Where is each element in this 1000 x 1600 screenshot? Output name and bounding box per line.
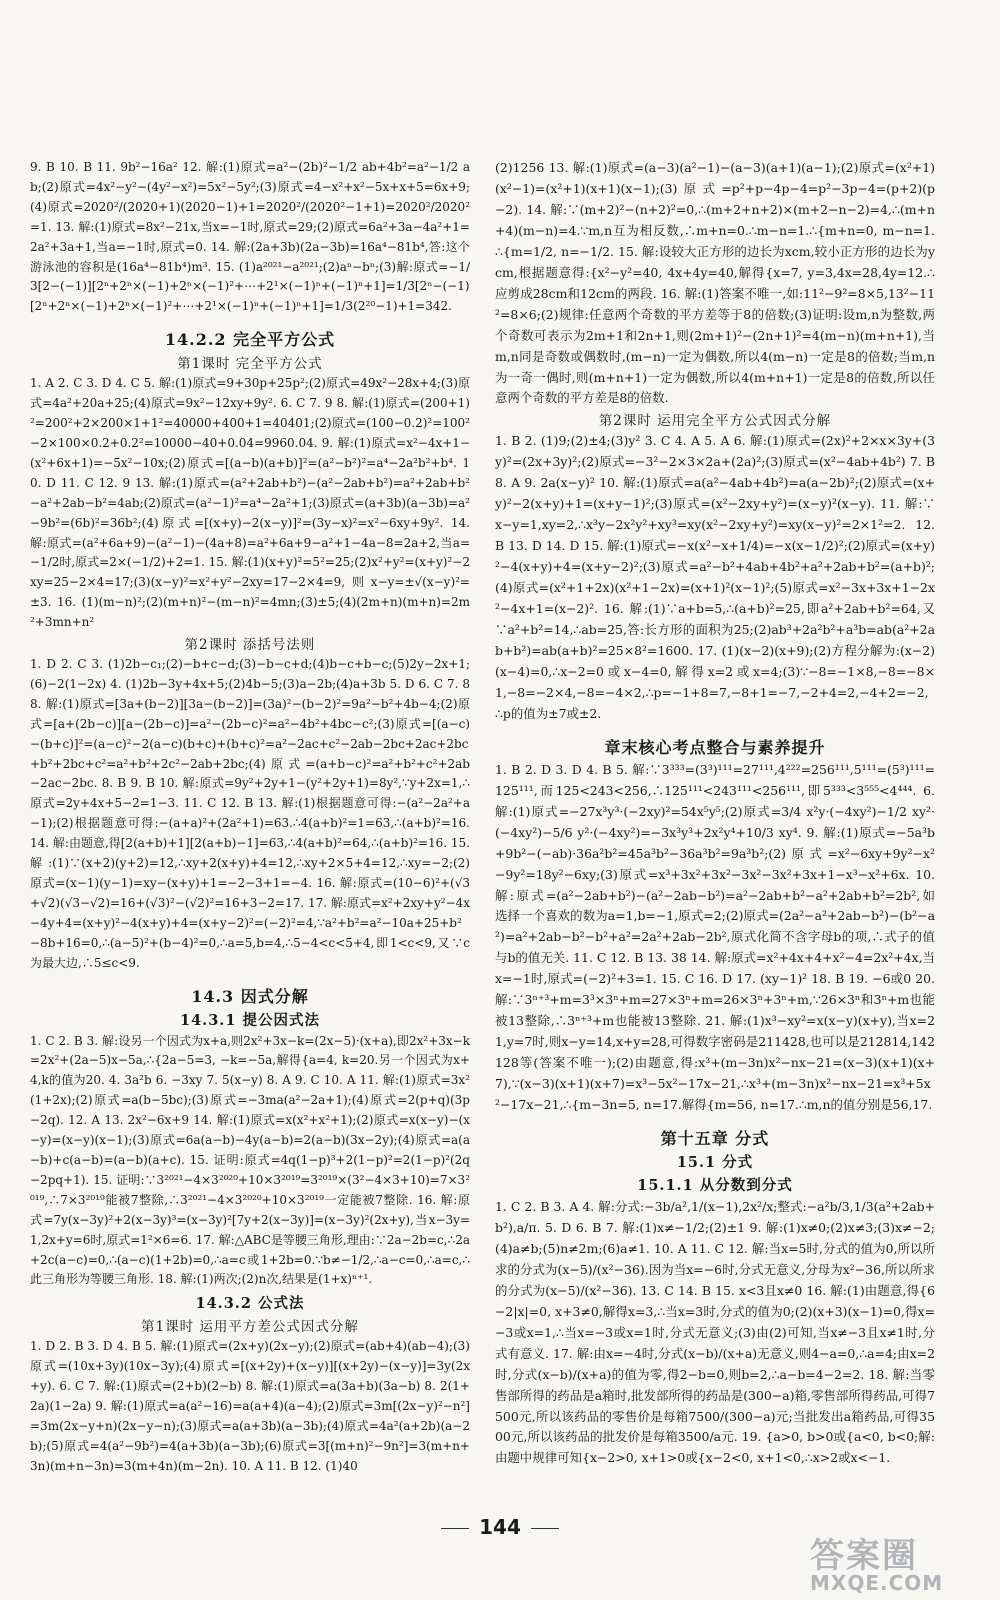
right-answer-block: 1. C 2. B 3. A 4. 解:分式:−3b/a²,1/(x−1),2x²/x;整式:−a²b/3,1/3(a²+2ab+b²),a/π. 5. D 6. B 7. 解:(1)x≠−1/2;(2)±1 9. 解:(1)x≠0;(2)x≠3;(3)x≠−2;(4)a≠b;(5)n≠2m;(6)a≠1. 10. A 11. C 12. 解:当x=5时,分式的值为0,所以所求的分式为(x−5)/(x²−36).因为当x=−6时,分式无意义,分母为x²−36,所以所求的分式为(x−5)/(x²−36). 13. C 14. B 15. x<3且x≠0 16. 解:(1)由题意,得{6−2|x|=0, x+3≠0,解得x=3,∴当x=3时,分式的值为0;(2)(x+3)(x−1)=0,得x=−3或x=1,∴当x=−3或x=1时,分式无意义;(3)由(2)可知,当x≠−3且x≠1时,分式有意义. 17. 解:由x=−4时,分式(x−b)/(x+a)无意义,则4−a=0,∴a=4;由x=2时,分式(x−b)/(x+a)的值为零,得2−b=0,则b=2,∴a−b=4−2=2. 18. 解:当零售部所得的药品是a箱时,批发部所得的药品是(300−a)箱,零售部所得药品,可得7500元,所以该药品的零售价是每箱7500/(300−a)元;当批发出a箱药品,可得3500元,所以该药品的批发价是每箱3500/a元. 19. {a>0, b>0或{a<0, b<0;解:由题中规律可知{x−2>0, x+1>0或{x−2<0, x+1<0,∴x>2或x<−1. bbox=[495, 1198, 935, 1466]
left-answer-block: 1. D 2. C 3. (1)2b−c₁;(2)−b+c−d;(3)−b−c+d;(4)b−c+b−c;(5)2y−2x+1;(6)−2(1−2x) 4. (1)2b−3y+4x+5;(2)4b−5;(3)a−2b;(4)a+3b 5. D 6. C 7. 8 8. 解:(1)原式=[3a+(b−2)][3a−(b−2)]=(3a)²−(b−2)²=9a²−b²+4b−4;(2)原式=[a+(2b−c)][a−(2b−c)]=a²−(2b−c)²=a²−4b²+4bc−c²;(3)原式=[(a−c)−(b+c)]²=(a−c)²−2(a−c)(b+c)+(b+c)²=a²−2ac+c²−2ab−2bc+2ac+2bc+b²+2bc+c²=a²+b²+2c²−2ab+2bc;(4)原式=(a+b−c)²=a²+b²+c²+2ab−2ac−2bc. 8. B 9. B 10. 解:原式=9y²+2y+1−(y²+2y+1)=8y²,∵y+2x=1,∴原式=2y+4x+5−2=1−3. 11. C 12. B 13. 解:(1)根据题意可得:−(a²−2a²+a−1);(2)根据题意可得:−(a+a)²+(2a²+1)=63.∴4(a+b)²=1=63,∴(a+b)²=16. 14. 解:由题意,得[2(a+b)+1][2(a+b)−1]=63,∴4(a+b)²=64,∴(a+b)²=16. 15. 解:(1)∵(x+2)(y+2)=12,∴xy+2(x+y)+4=12,∴xy+2×5+4=12,∴xy=−2;(2)原式=(x−1)(y−1)=xy−(x+y)+1=−2−3+1=−4. 16. 解:原式=(10−6)²+(√3+√2)(√3−√2)=16+(√3)²−(√2)²=16+3−2=17. 17. 解:原式=x²+2xy+y²−4x−4y+4=(x+y)²−4(x+y)+4=(x+y−2)²=(−2)²=4,∵a²+b²=a²−10a+25+b²−8b+16=0,∴(a−5)²+(b−4)²=0,∴a=5,b=4,∴5−4<c<5+4,即1<c<9,又∵c为最大边,∴5≤c<9. bbox=[30, 657, 470, 970]
right-section-heading: 章末核心考点整合与素养提升 bbox=[604, 737, 826, 757]
page-number-text: 144 bbox=[479, 1515, 521, 1539]
left-column bbox=[30, 158, 470, 1477]
watermark-url: MXQE.COM bbox=[810, 1571, 944, 1595]
left-answer-block: 1. A 2. C 3. D 4. C 5. 解:(1)原式=9+30p+25p²;(2)原式=49x²−28x+4;(3)原式=4a²+20a+25;(4)原式=9x²−12xy+9y². 6. C 7. 9 8. 解:(1)原式=(200+1)²=200²+2×200×1+1²=40000+400+1=40401;(2)原式=(100−0.2)²=100²−2×100×0.2+0.2²=10000−40+0.04=9960.04. 9. 解:(1)原式=x²−4x+1−(x²+6x+1)=−5x²−10x;(2)原式=[(a−b)(a+b)]²=(a²−b²)²=a⁴−2a²b²+b⁴. 10. D 11. C 12. 9 13. 解:(1)原式=(a²+2ab+b²)−(a²−2ab+b²)=a²+2ab+b²−a²+2ab−b²=4ab;(2)原式=(a²−1)²=a⁴−2a²+1;(3)原式=(a+3b)(a−3b)=a²−9b²=(6b)²=36b²;(4)原式=[(x+y)−2(x−y)]²=(3y−x)²=x²−6xy+9y². 14. 解:原式=(a²+6a+9)−(a²−1)−(4a+8)=a²+6a+9−a²+1−4a−8=2a+2,当a=−1/2时,原式=2×(−1/2)+2=1. 15. 解:(1)(x+y)²=5²=25;(2)x²+y²=(x+y)²−2xy=25−2×4=17;(3)(x−y)²=x²+y²−2xy=17−2×4=9,则x−y=±√(x−y)²=±3. 16. (1)(m−n)²;(2)(m+n)²−(m−n)²=4mn;(3)±5;(4)(2m+n)(m+n)=2m²+3mn+n² bbox=[30, 376, 470, 630]
right-answer-block: (2)1256 13. 解:(1)原式=(a−3)(a²−1)−(a−3)(a+1)(a−1);(2)原式=(x²+1)(x²−1)=(x²+1)(x+1)(x−1);(3)原式=p²+p−4p−4=p²−3p−4=(p+2)(p−2). 14. 解:∵(m+2)²−(n+2)²=0,∴(m+2+n+2)×(m+2−n−2)=4,∴(m+n+4)(m−n)=4.∵m,n互为相反数,∴m+n=0.∴m−n=1.∴{m+n=0, m−n=1.∴{m=1/2, n=−1/2. 15. 解:设较大正方形的边长为xcm,较小正方形的边长为ycm,根据题意得:{x²−y²=40, 4x+4y=40,解得{x=7, y=3,4x=28,4y=12.∴应剪成28cm和12cm的两段. 16. 解:(1)答案不唯一,如:11²−9²=8×5,13²−11²=8×6;(2)规律:任意两个奇数的平方差等于8的倍数;(3)证明:设m,n为整数,两个奇数可表示为2m+1和2n+1,则(2m+1)²−(2n+1)²=4(m−n)(m+n+1),当m,n同是奇数或偶数时,(m−n)一定为偶数,所以4(m−n)一定是8的倍数;当m,n为一奇一偶时,则(m+n+1)一定为偶数,所以4(m+n+1)一定是8的倍数,所以任意两个奇数的平方差是8的倍数. bbox=[495, 160, 935, 406]
left-answer-block: 9. B 10. B 11. 9b²−16a² 12. 解:(1)原式=a²−(2b)²−1/2 ab+4b²=a²−1/2 ab;(2)原式=4x²−y²−(4y²−x²)=5x²−5y²;(3)原式=4−x²+x²−5x+x+5=6x+9;(4)原式=2020²/(2020+1)(2020−1)+1=2020²/(2020²−1+1)=2020²/2020²=1. 13. 解:(1)原式=8x²−21x,当x=−1时,原式=29;(2)原式=6a²+3a−4a²+1=2a²+3a+1,当a=−1时,原式=0. 14. 解:(2a+3b)(2a−3b)=16a⁴−81b⁴,答:这个游泳池的容积是(16a⁴−81b⁴)m³. 15. (1)a²⁰²¹−a²⁰²¹;(2)aⁿ−bⁿ;(3)解:原式=−1/3[2−(−1)][2ⁿ+2ⁿ×(−1)+2ⁿ×(−1)²+⋯+2¹×(−1)ⁿ+(−1)ⁿ+1]=1/3[2ⁿ−(−1)[2ⁿ+2ⁿ×(−1)+2ⁿ×(−1)²+⋯+2¹×(−1)ⁿ+(−1)ⁿ+1]=1/3(2²⁰−1)+1=342. bbox=[30, 160, 470, 314]
watermark-logo bbox=[810, 1528, 980, 1598]
right-answer-block: 1. B 2. D 3. D 4. B 5. 解:∵3³³³=(3³)¹¹¹=27¹¹¹,4²²²=256¹¹¹,5¹¹¹=(5³)¹¹¹=125¹¹¹,而125<243<256,∴125¹¹¹<243¹¹¹<256¹¹¹,即5³³³<3⁵⁵⁵<4⁴⁴⁴. 6. 解:(1)原式=−27x³y³·(−2xy)²=54x⁵y⁵;(2)原式=3/4 x²y·(−4xy²)−1/2 xy²·(−4xy²)−5/6 y²·(−4xy²)=−3x³y³+2x²y⁴+10/3 xy⁴. 9. 解:(1)原式=−5a³b+9b²−(−ab)·36a²b²=45a³b²−36a³b²=9a³b²;(2)原式=x²−6xy+9y²−x²−9y²=18y²−6xy;(3)原式=x³+3x²+3x²−3x²−3x²+3x+1−x³−x²+6x. 10. 解:原式=(a²−2ab+b²)−(a²−2ab−b²)=a²−2ab+b²−a²+2ab+b²=2b²,如选择一个喜欢的数为a=1,b=−1,原式=2;(2)原式=(2a²−a²+2ab−b²)−(b²−a²)=a²+2ab−b²−b²+a²=2a²+2ab−2b²,原式化简不含字母b的项,∴式子的值与b的值无关. 11. C 12. B 13. 38 14. 解:原式=x²+4x+4+x²−4=2x²+4x,当x=−1时,原式=(−2)²+3=1. 15. C 16. D 17. (xy−1)² 18. B 19. −6或0 20. 解:∵3ⁿ⁺³+m=3³×3ⁿ+m=27×3ⁿ+m=26×3ⁿ+3ⁿ+m,∵26×3ⁿ和3ⁿ+m也能被13整除,∴3ⁿ⁺³+m也能被13整除. 21. 解:(1)x³−xy²=x(x−y)(x+y),当x=21,y=7时,则x−y=14,x+y=28,可得数字密码是211428,也可以是212814,142128等(答案不唯一);(2)由题意,得:x³+(m−3n)x²−nx−21=(x−3)(x+1)(x+7),∵(x−3)(x+1)(x+7)=x³−5x²−17x−21,∴x³+(m−3n)x²−nx−21=x³+5x²−17x−21,∴{m−3n=5, n=17.解得{m=56, n=17.∴m,n的值分别是56,17. bbox=[495, 761, 935, 1113]
left-section-heading: 14.3 因式分解 bbox=[191, 986, 309, 1006]
left-section-heading: 14.3.2 公式法 bbox=[195, 1295, 305, 1313]
right-answer-block: 1. B 2. (1)9;(2)±4;(3)y² 3. C 4. A 5. A 6. 解:(1)原式=(2x)²+2×x×3y+(3y)²=(2x+3y)²;(2)原式=−3²−2×3×2a+(2a)²;(3)原式=(x²−4ab+4b²) 7. B 8. A 9. 2a(x−y)² 10. 解:(1)原式=a(a²−4ab+4b²)=a(a−2b)²;(2)原式=(x+y)²−2(x+y)+1=(x+y−1)²;(3)原式=(x²−2xy+y²)=(x−y)²(x−y). 11. 解:∵x−y=1,xy=2,∴x³y−2x²y²+xy³=xy(x²−2xy+y²)=xy(x−y)²=2×1²=2. 12. B 13. D 14. D 15. 解:(1)原式=−x(x²−x+1/4)=−x(x−1/2)²;(2)原式=(x+y)²−4(x+y)+4=(x+y−2)²;(3)原式=a²−b²+4ab+4b²+a²+2ab+b²=(a+b)²;(4)原式=(x²+1+2x)(x²+1−2x)=(x+1)²(x−1)²;(5)原式=x²−3x+3x+1−2x²−4x+1=(x−2)². 16. 解:(1)∵a+b=5,∴(a+b)²=25,即a²+2ab+b²=64,又∵a²+b²=14,∴ab=25,答:长方形的面积为25;(2)ab³+2a²b²+a³b=ab(a²+2ab+b²)=ab(a+b)²=25×8²=1600. 17. (1)(x−2)(x+9);(2)方程分解为:(x−2)(x−4)=0,∴x−2=0或x−4=0,解得x=2或x=4;(3)∵−8=−1×8,−8=−8×1,−8=−2×4,−8=−4×2,∴p=−1+8=7,−8+1=−7,−2+4=2,−4+2=−2,∴p的值为±7或±2. bbox=[495, 433, 935, 721]
page-number-dash-right bbox=[531, 1528, 559, 1529]
left-answer-block: 1. C 2. B 3. 解:设另一个因式为x+a,则2x²+3x−k=(2x−5)·(x+a),即2x²+3x−k=2x²+(2a−5)x−5a,∴{2a−5=3, −k=−5a,解得{a=4, k=20.另一个因式为x+4,k的值为20. 4. 3a²b 6. −3xy 7. 5(x−y) 8. A 9. C 10. A 11. 解:(1)原式=3x²(1+2x);(2)原式=a(b−5bc);(3)原式=−3ma(a²−2a+1);(4)原式=2(p+q)(3p−2q). 12. A 13. 2x²−6x+9 14. 解:(1)原式=x(x²+x²+1);(2)原式=x(x−y)−(x−y)=(x−y)(x−1);(3)原式=6a(a−b)−4y(a−b)=2(a−b)(3x−2y);(4)原式=a(a−b)+c(a−b)=(a−b)(a+c). 15. 证明:原式=4q(1−p)³+2(1−p)²=2(1−p)²(2q−2pq+1). 15. 证明:∵3²⁰²¹−4×3²⁰²⁰+10×3²⁰¹⁹=3²⁰¹⁹×(3²−4×3+10)=7×3²⁰¹⁹,∴7×3²⁰¹⁹能被7整除,∴3²⁰²¹−4×3²⁰²⁰+10×3²⁰¹⁹一定能被7整除. 16. 解:原式=7y(x−3y)²+2(x−3y)³=(x−3y)²[7y+2(x−3y)]=(x−3y)²(2x+y),当x−3y=1,2x+y=6时,原式=1²×6=6. 17. 解:△ABC是等腰三角形,理由:∵2a−2b=c,∴2a+2c(a−c)=0,∴(a−c)(1+2b)=0,∴a=c或1+2b=0.∵b≠−1/2,∴a−c=0,∴a=c,∴此三角形为等腰三角形. 18. 解:(1)两次;(2)n次,结果是(1+x)ⁿ⁺¹. bbox=[30, 1033, 470, 1287]
right-section-heading: 第2课时 运用完全平方公式因式分解 bbox=[598, 413, 832, 430]
left-answer-block: 1. D 2. B 3. D 4. B 5. 解:(1)原式=(2x+y)(2x−y);(2)原式=(ab+4)(ab−4);(3)原式=(10x+3y)(10x−3y);(4)原式=[(x+2y)+(x−y)][(x+2y)−(x−y)]=3y(2x+y). 6. C 7. 解:(1)原式=(2+b)(2−b) 8. 解:(1)原式=a(3a+b)(3a−b) 8. 2(1+2a)(1−2a) 9. 解:(1)原式=a(a²−16)=a(a+4)(a−4);(2)原式=3m[(2x−y)²−n²]=3m(2x−y+n)(2x−y−n);(3)原式=a(a+3b)(a−3b);(4)原式=4a²(a+2b)(a−2b);(5)原式=4(a²−9b²)=4(a+3b)(a−3b);(6)原式=3[(m+n)²−9n²]=3(m+n+3n)(m+n−3n)=3(m+4n)(m−2n). 10. A 11. B 12. (1)40 bbox=[30, 1339, 470, 1473]
right-column bbox=[495, 158, 935, 1469]
right-section-heading: 第十五章 分式 bbox=[660, 1128, 770, 1148]
watermark-logo-text: 答案圈 bbox=[810, 1536, 918, 1576]
left-section-heading: 14.3.1 提公因式法 bbox=[179, 1011, 320, 1029]
left-section-heading: 第1课时 完全平方公式 bbox=[177, 356, 323, 373]
page-number-dash-left bbox=[441, 1528, 469, 1529]
left-section-heading: 第1课时 运用平方差公式因式分解 bbox=[141, 1319, 359, 1336]
right-section-heading: 15.1 分式 bbox=[676, 1153, 754, 1171]
right-section-heading: 15.1.1 从分数到分式 bbox=[637, 1176, 793, 1194]
left-section-heading: 14.2.2 完全平方公式 bbox=[164, 330, 336, 350]
left-section-heading: 第2课时 添括号法则 bbox=[184, 637, 316, 654]
